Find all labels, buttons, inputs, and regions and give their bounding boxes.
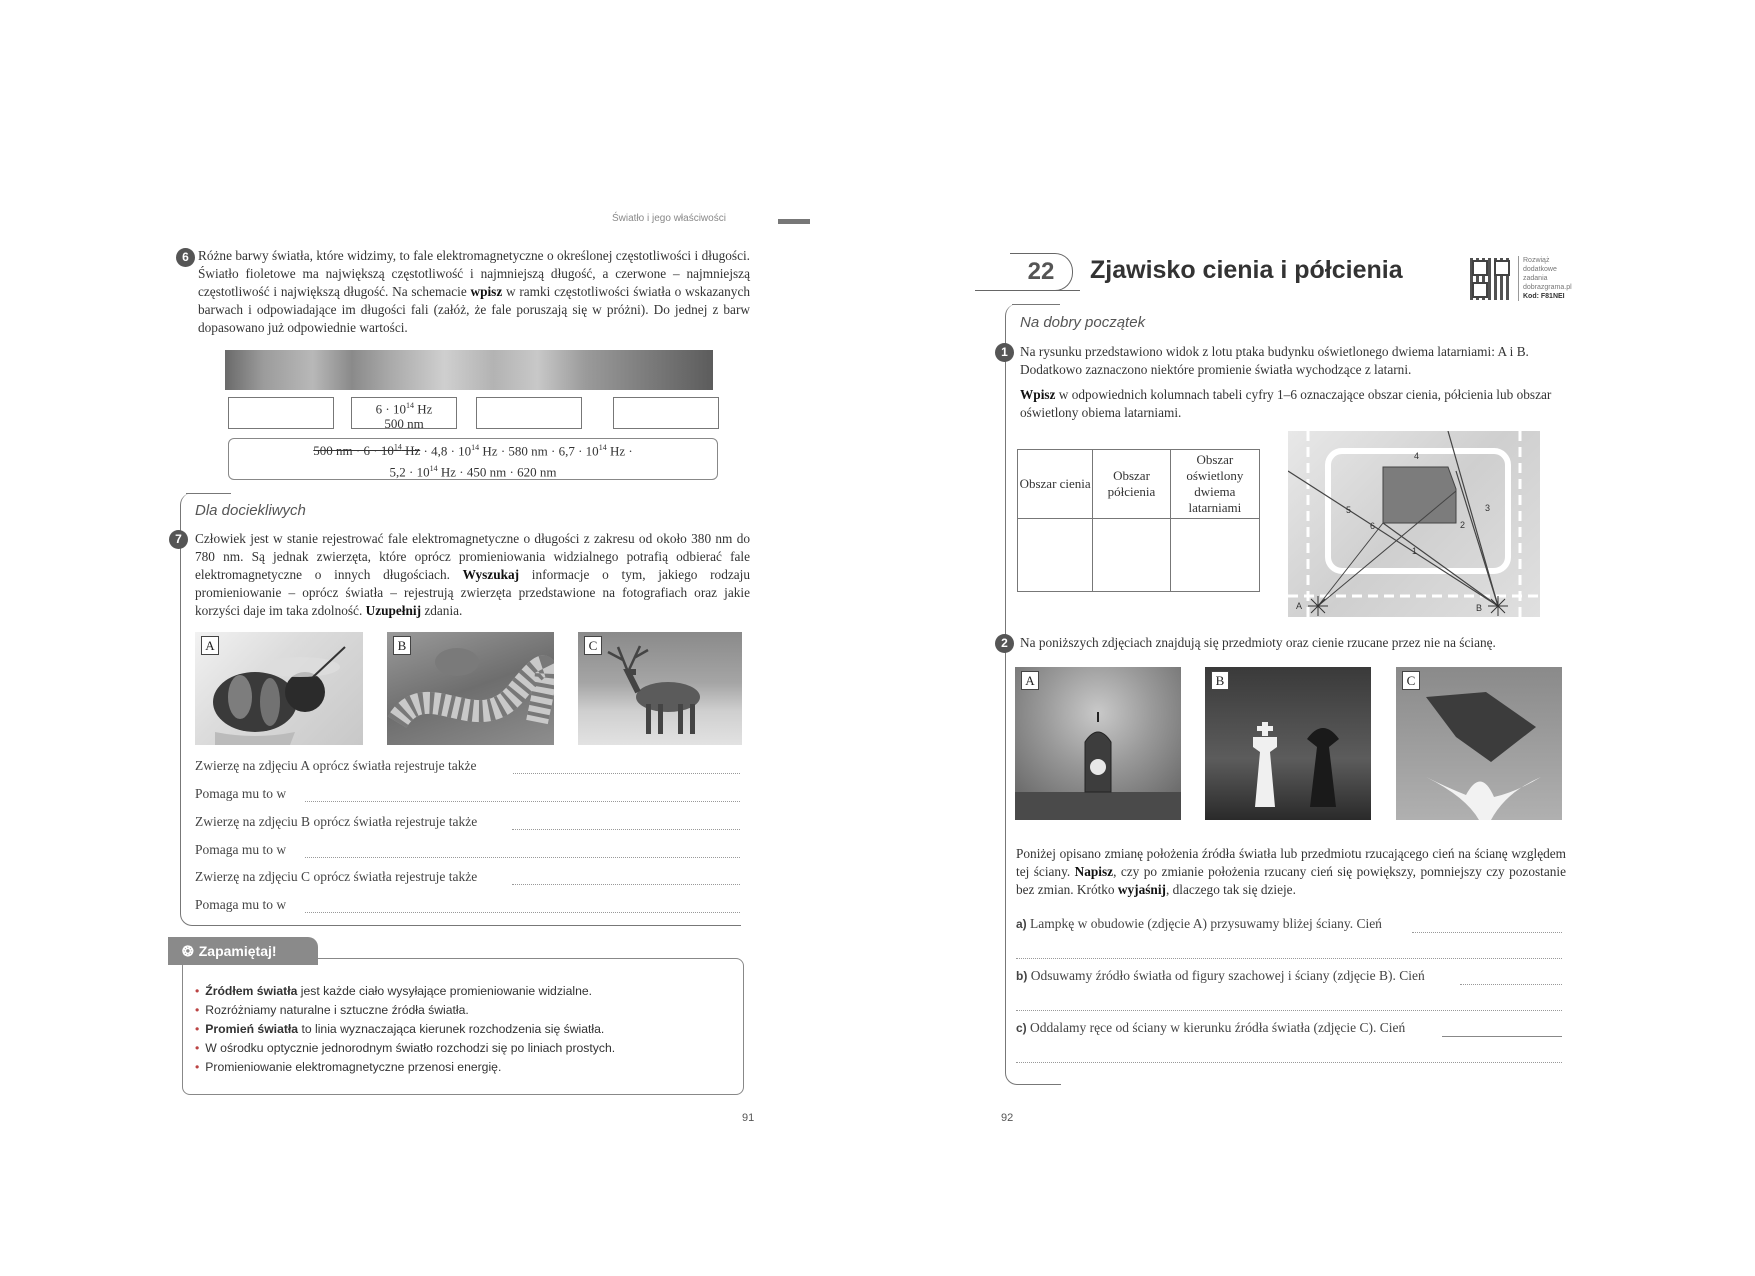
table-cell-lit[interactable] (1170, 519, 1259, 592)
question-7-text: Człowiek jest w stanie rejestrować fale elektromagnetyczne o długości z zakresu od około 380 nm do 780 nm. Są jednak zwierzęta, które oprócz promieniowania widzialnego potrafią odbierać fale elektromagnetyczne o innych długościach. Wyszukaj informacje o tym, jakiego rodzaju promieniowanie – oprócz światła – rejestrują zwierzęta przedstawione na fotografiach oraz jakie korzyści daje im taka zdolność. Uzupełnij zdania. (195, 531, 750, 618)
photo-label-2A: A (1021, 671, 1039, 690)
curious-frame-top (186, 493, 231, 494)
diagram-label-5: 5 (1346, 505, 1352, 515)
question-6-number: 6 (176, 248, 195, 267)
qr-code-icon[interactable] (1470, 258, 1512, 300)
photo-reindeer (578, 632, 742, 745)
frequency-box-1[interactable] (228, 397, 334, 429)
photo-chess (1205, 667, 1371, 820)
item-a-line-2[interactable] (1016, 958, 1562, 959)
photo-label-B: B (393, 636, 411, 655)
diagram-label-2: 2 (1460, 520, 1466, 530)
remember-tab: ❂ Zapamiętaj! (168, 937, 318, 965)
photo-bee (195, 632, 363, 745)
hands-illustration (1396, 667, 1562, 820)
building-diagram (1288, 431, 1540, 617)
snake-illustration (387, 632, 554, 745)
lamp-illustration (1015, 667, 1181, 820)
item-b: b) Odsuwamy źródło światła od figury szachowej i ściany (zdjęcie B). Cień (1016, 968, 1425, 983)
diagram-svg (1288, 431, 1540, 617)
photo-label-2B: B (1211, 671, 1229, 690)
table-header-lit: Obszar oświetlony dwiema latarniami (1170, 450, 1259, 519)
good-start-heading: Na dobry początek (1020, 314, 1146, 331)
answer-line-4-label: Pomaga mu to w (195, 842, 287, 857)
remember-bullet-1: • Źródłem światła jest każde ciało wysyłające promieniowanie widzialne. (195, 984, 593, 998)
remember-bullet-5: • Promieniowanie elektromagnetyczne przenosi energię. (195, 1060, 502, 1074)
page-number-right: 92 (1001, 1112, 1014, 1124)
table-cell-shadow[interactable] (1018, 519, 1093, 592)
reindeer-illustration (578, 632, 742, 745)
item-a: a) Lampkę w obudowie (zdjęcie A) przysuwamy bliżej ściany. Cień (1016, 916, 1382, 931)
diagram-label-A: A (1296, 601, 1303, 611)
qr-info: Rozwiąż dodatkowe zadania dobrazgrama.pl Kod: F81NEI (1518, 256, 1572, 301)
diagram-label-3: 3 (1485, 503, 1491, 513)
item-b-line-1[interactable] (1460, 984, 1562, 985)
question-1-text: Na rysunku przedstawiono widok z lotu ptaka budynku oświetlonego dwiema latarniami: A i B. Dodatkowo zaznaczono niektóre promienie światła wychodzące z latarni. (1020, 344, 1529, 377)
shadow-table (1017, 449, 1260, 592)
used-option: 500 nm · $6 \cdot 10^{14}$ Hz (313, 443, 421, 459)
question-7-number: 7 (169, 530, 188, 549)
answer-line-6[interactable] (305, 912, 740, 913)
question-2-number: 2 (995, 634, 1014, 653)
brain-icon: ❂ (182, 943, 194, 959)
remember-bullet-3: • Promień światła to linia wyznaczająca kierunek rozchodzenia się światła. (195, 1022, 605, 1036)
photo-label-A: A (201, 636, 219, 655)
bee-illustration (195, 632, 363, 745)
remember-bullets (195, 982, 735, 1077)
answer-line-2-label: Pomaga mu to w (195, 786, 287, 801)
running-header-bar (778, 219, 810, 224)
question-2-instruction: Poniżej opisano zmianę położenia źródła światła lub przedmiotu rzucającego cień na ścianę względem tej ściany. Napisz, czy po zmianie położenia rzucany cień się powiększy, pomniejszy czy pozostanie bez zmian. Krótko wyjaśnij, dlaczego tak się dzieje. (1016, 846, 1566, 897)
diagram-label-6: 6 (1370, 521, 1376, 531)
diagram-label-1: 1 (1412, 546, 1418, 556)
photo-hands (1396, 667, 1562, 820)
answer-line-1-label: Zwierzę na zdjęciu A oprócz światła rejestruje także (195, 758, 477, 773)
question-1-instruction: Wpisz w odpowiednich kolumnach tabeli cyfry 1–6 oznaczające obszar cienia, półcienia lub obszar oświetlony obiema latarniami. (1020, 387, 1552, 420)
table-cell-penumbra[interactable] (1093, 519, 1170, 592)
good-start-frame-top (1012, 304, 1060, 305)
frequency-box-3[interactable] (476, 397, 582, 429)
answer-line-3-label: Zwierzę na zdjęciu B oprócz światła rejestruje także (195, 814, 478, 829)
lesson-title: Zjawisko cienia i półcienia (1090, 256, 1403, 284)
photo-lamp (1015, 667, 1181, 820)
question-2-text: Na poniższych zdjęciach znajdują się przedmioty oraz cienie rzucane przez nie na ścianę. (1020, 635, 1496, 650)
photo-label-C: C (584, 636, 602, 655)
frequency-box-filled: $6 \cdot 10^{14}$ Hz 500 nm (351, 397, 457, 429)
photo-label-2C: C (1402, 671, 1420, 690)
item-c-line-1[interactable] (1442, 1036, 1562, 1037)
remember-bullet-2: • Rozróżniamy naturalne i sztuczne źródła światła. (195, 1003, 469, 1017)
chess-illustration (1205, 667, 1371, 820)
answer-line-5-label: Zwierzę na zdjęciu C oprócz światła rejestruje także (195, 869, 478, 884)
curious-heading: Dla dociekliwych (195, 502, 306, 519)
page-number-left: 91 (742, 1112, 755, 1124)
running-header: Światło i jego właściwości (612, 213, 726, 224)
answer-line-2[interactable] (305, 801, 740, 802)
table-header-penumbra: Obszar półcienia (1093, 450, 1170, 519)
diagram-label-4: 4 (1414, 451, 1420, 461)
answer-line-5[interactable] (512, 884, 740, 885)
frequency-box-4[interactable] (613, 397, 719, 429)
answer-line-4[interactable] (305, 857, 740, 858)
spectrum-bar (225, 350, 713, 390)
diagram-label-B: B (1476, 603, 1483, 613)
item-a-line-1[interactable] (1412, 932, 1562, 933)
item-b-line-2[interactable] (1016, 1010, 1562, 1011)
options-box: 500 nm · $6 \cdot 10^{14}$ $Hz \cdot 4,8 \cdot 10^{14}$ Hz · 580 nm · $6,7 \cdot 10^{14}$ Hz · $5,2 \cdot 10^{14}$ Hz · 450 nm · 620 nm (228, 438, 718, 480)
answer-line-6-label: Pomaga mu to w (195, 897, 287, 912)
answer-line-1[interactable] (513, 773, 740, 774)
question-6-text: Różne barwy światła, które widzimy, to fale elektromagnetyczne o określonej częstotliwości i długości. Światło fioletowe ma największą częstotliwość i najmniejszą długość, a czerwone – najmniejszą częstotliwość i największą długość. Na schemacie wpisz w ramki częstotliwości światła o wskazanych barwach i odpowiadające im długości fali (załóż, że fale poruszają się w próżni). Do jednej z barw dopasowano już odpowiednie wartości. (198, 248, 750, 335)
remember-bullet-4: • W ośrodku optycznie jednorodnym światło rozchodzi się po liniach prostych. (195, 1041, 616, 1055)
question-1-number: 1 (995, 343, 1014, 362)
lesson-number-badge: 22 (1010, 253, 1073, 291)
answer-line-3[interactable] (512, 829, 740, 830)
item-c-line-2[interactable] (1016, 1062, 1562, 1063)
item-c: c) Oddalamy ręce od ściany w kierunku źródła światła (zdjęcie C). Cień (1016, 1020, 1406, 1035)
photo-snake (387, 632, 554, 745)
table-header-shadow: Obszar cienia (1018, 450, 1093, 519)
